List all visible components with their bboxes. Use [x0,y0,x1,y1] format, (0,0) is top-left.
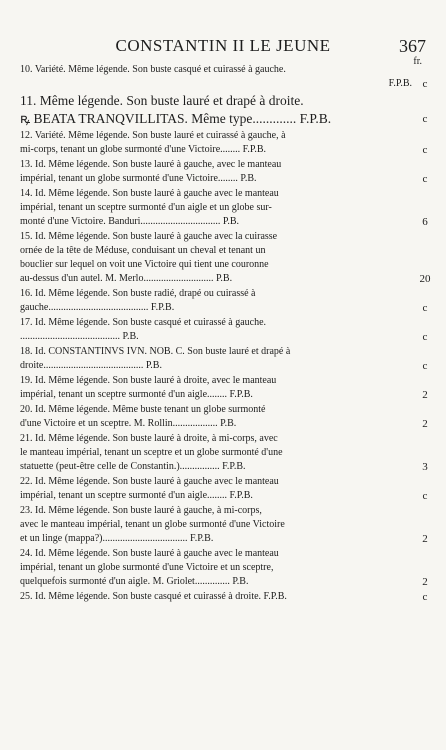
entry-line: impérial, tenant un globe surmonté d'une Victoire........ P.B. [20,173,257,184]
catalogue-entries [0,63,446,604]
page-title: CONSTANTIN II LE JEUNE [115,36,331,55]
entry-line: mi-corps, tenant un globe surmonté d'une Victoire........ F.P.B. [20,144,267,155]
entry-line: 15. Id. Même légende. Son buste lauré à gauche avec la cuirasse [20,231,278,242]
entry-line: impérial, tenant un sceptre surmonté d'un aigle........ F.P.B. [20,490,253,501]
rarity-mark: 6 [422,216,428,228]
catalogue-entry [0,316,446,344]
entry-line: gauche........................................ F.P.B. [20,302,175,313]
catalogue-entry [0,63,446,91]
entry-line: F.P.B. [388,78,412,89]
entry-line: avec le manteau impérial, tenant un globe surmonté d'une Victoire [20,519,285,530]
entry-line: 12. Variété. Même légende. Son buste lauré et cuirassé à gauche, à [20,130,286,141]
entry-line: le manteau impérial, tenant un sceptre et un globe surmonté d'une [20,447,283,458]
catalogue-entry [0,187,446,229]
entry-line: 24. Id. Même légende. Son buste lauré à gauche avec le manteau [20,548,279,559]
catalogue-entry [0,590,446,604]
rarity-mark: 2 [422,533,428,545]
rarity-mark: c [422,173,428,185]
price-unit: fr. [413,56,422,67]
rarity-mark: c [422,302,428,314]
rarity-mark: c [422,78,428,90]
catalogue-entry [0,230,446,286]
catalogue-entry [0,547,446,589]
entry-line: impérial, tenant un sceptre surmonté d'un aigle et un globe sur- [20,202,272,213]
entry-line: 20. Id. Même légende. Même buste tenant un globe surmonté [20,404,266,415]
rarity-mark: c [422,591,428,603]
catalogue-entry [0,92,446,110]
catalogue-entry [0,110,446,128]
entry-line: 14. Id. Même légende. Son buste lauré à gauche avec le manteau [20,188,279,199]
entry-line: d'une Victoire et un sceptre. M. Rollin.................. P.B. [20,418,237,429]
rarity-mark: 2 [422,389,428,401]
rarity-mark: c [422,331,428,343]
catalogue-entry [0,158,446,186]
entry-line: 25. Id. Même légende. Son buste casqué et cuirassé à droite. F.P.B. [20,591,287,602]
entry-line: statuette (peut-être celle de Constantin.)................ F.P.B. [20,461,246,472]
catalogue-entry [0,287,446,315]
entry-line: 13. Id. Même légende. Son buste lauré à gauche, avec le manteau [20,159,282,170]
entry-line: au-dessus d'un autel. M. Merlo............................ P.B. [20,273,233,284]
entry-line: 22. Id. Même légende. Son buste lauré à gauche avec le manteau [20,476,279,487]
entry-line: impérial, tenant un sceptre surmonté d'un aigle........ F.P.B. [20,389,253,400]
entry-line: 10. Variété. Même légende. Son buste casqué et cuirassé à gauche. [20,64,286,75]
entry-line: et un linge (mappa?).................................. F.P.B. [20,533,214,544]
entry-line: 16. Id. Même légende. Son buste radié, drapé ou cuirassé à [20,288,256,299]
entry-line: impérial, tenant un globe surmonté d'une Victoire et un sceptre, [20,562,274,573]
catalogue-entry [0,345,446,373]
page-header [0,36,446,67]
rarity-mark: 3 [422,461,428,473]
entry-line: ornée de la tête de Méduse, conduisant un cheval et tenant un [20,245,266,256]
catalogue-entry [0,374,446,402]
entry-line: 17. Id. Même légende. Son buste casqué et cuirassé à gauche. [20,317,267,328]
catalogue-entry [0,403,446,431]
entry-line: 18. Id. CONSTANTINVS IVN. NOB. C. Son buste lauré et drapé à [20,346,291,357]
rarity-mark: 2 [422,418,428,430]
entry-line: ꝶ BEATA TRANQVILLITAS. Même type............. F.P.B. [20,111,332,126]
rarity-mark: c [422,360,428,372]
catalogue-entry [0,475,446,503]
rarity-mark: c [422,144,428,156]
entry-line: 23. Id. Même légende. Son buste lauré à gauche, à mi-corps, [20,505,262,516]
entry-line: 21. Id. Même légende. Son buste lauré à droite, à mi-corps, avec [20,433,278,444]
rarity-mark: c [422,490,428,502]
entry-line: bouclier sur lequel on voit une Victoire qui tient une couronne [20,259,269,270]
entry-line: quelquefois surmonté d'un aigle. M. Griolet.............. P.B. [20,576,249,587]
rarity-mark: 20 [419,273,431,285]
catalogue-entry [0,129,446,157]
catalogue-entry [0,432,446,474]
rarity-mark: c [422,113,428,125]
catalogue-entry [0,504,446,546]
entry-line: 19. Id. Même légende. Son buste lauré à droite, avec le manteau [20,375,277,386]
entry-line: monté d'une Victoire. Banduri................................ P.B. [20,216,240,227]
entry-line: 11. Même légende. Son buste lauré et drapé à droite. [20,93,304,108]
entry-line: ........................................ P.B. [20,331,139,342]
entry-line: droite........................................ P.B. [20,360,162,371]
page-number: 367 [399,36,426,56]
rarity-mark: 2 [422,576,428,588]
